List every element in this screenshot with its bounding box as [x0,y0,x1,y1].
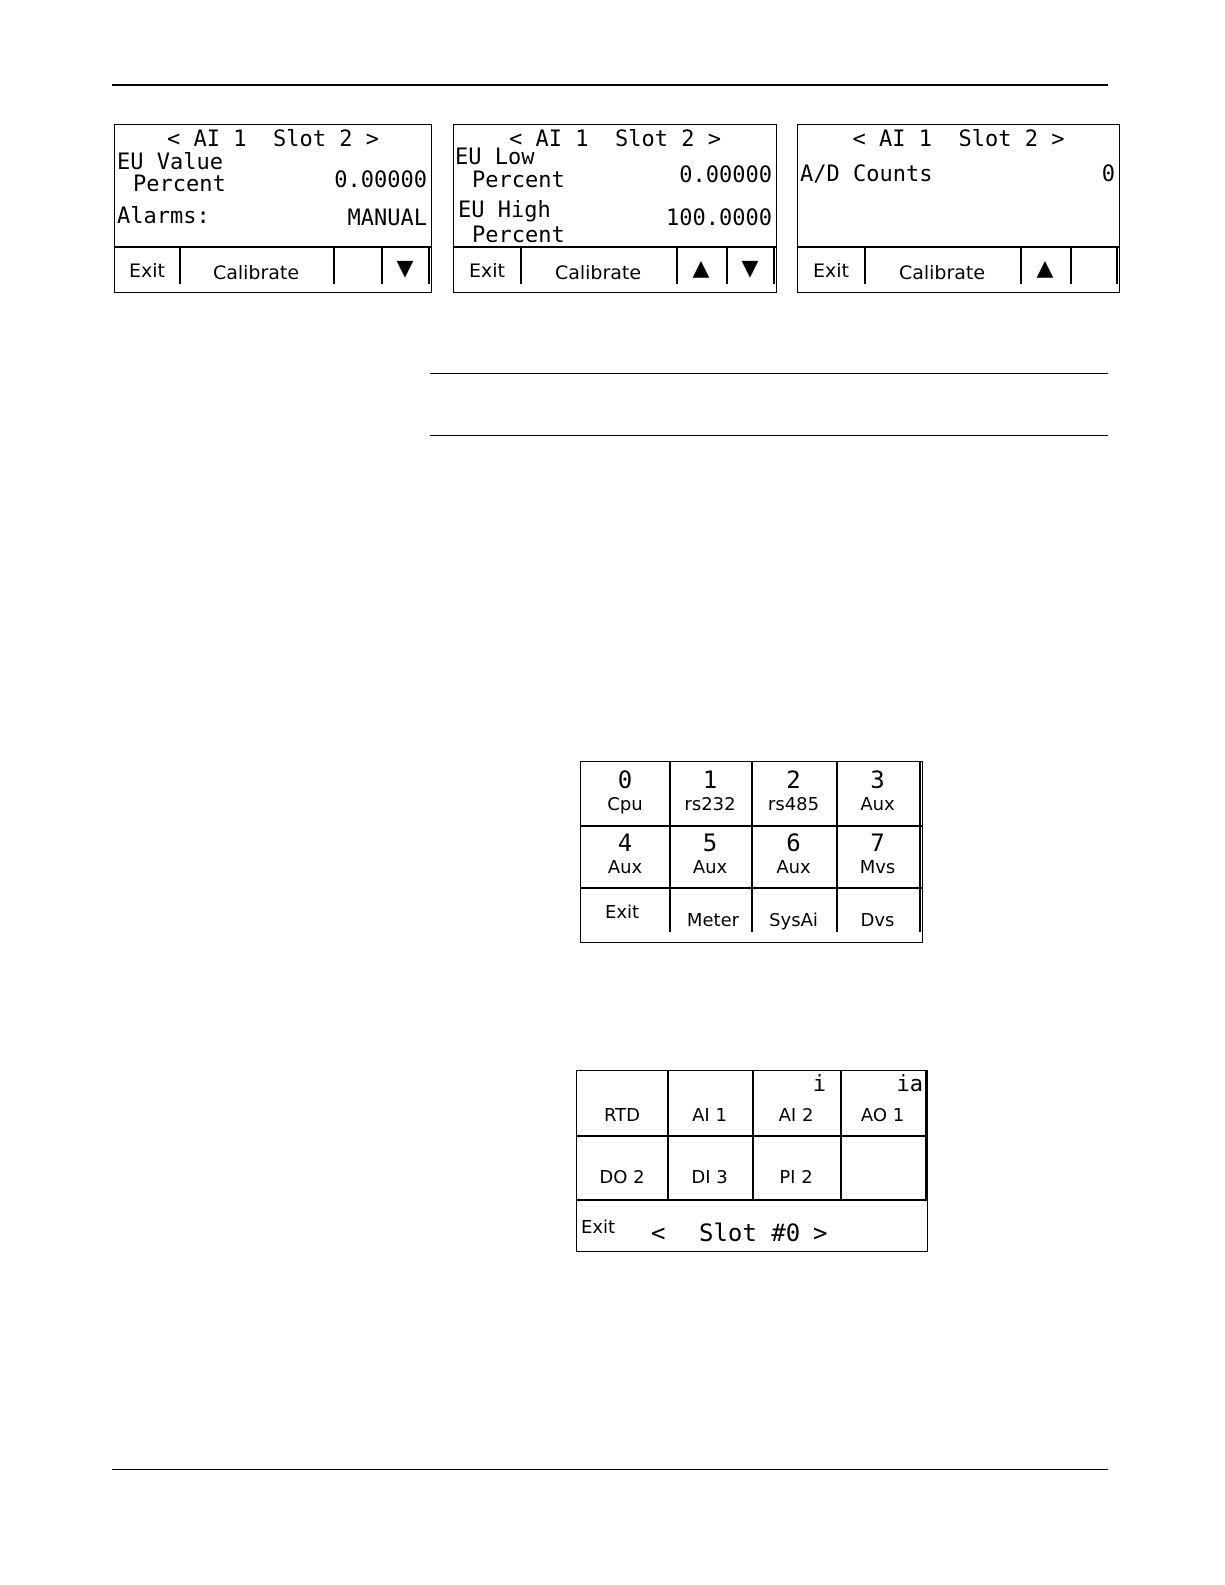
slot-cell-4[interactable]: 4 Aux [607,829,643,878]
percent-label: Percent [133,172,226,197]
exit-button[interactable]: Exit [604,902,640,923]
module-label: DI 3 [691,1167,728,1188]
eu-value-label: EU Value [117,150,223,175]
sysai-button[interactable]: SysAi [769,910,818,931]
slot-cell-2[interactable]: 2 rs485 [767,766,820,815]
io-cell-do2[interactable] [577,1135,667,1199]
module-tag: i [812,1072,826,1097]
slot-cell-3[interactable]: 3 Aux [860,766,895,815]
module-label: RTD [603,1105,641,1126]
eu-value-readout: 0.00000 [334,168,427,193]
module-label: AI 1 [692,1105,727,1126]
meter-button[interactable]: Meter [686,910,740,931]
io-cell-rtd[interactable] [577,1071,667,1135]
slot-cell-6[interactable]: 6 Aux [776,829,811,878]
blank-softkey[interactable] [333,258,381,282]
module-label: AI 2 [778,1105,814,1126]
blank-softkey[interactable] [1070,258,1116,282]
calibrate-button[interactable]: Calibrate [898,262,986,284]
eu-low-value: 0.00000 [679,163,772,188]
header-rule [112,84,1108,86]
io-cell-ai2[interactable] [752,1071,840,1135]
screen-title: < AI 1 Slot 2 > [509,127,721,152]
calibrate-button[interactable]: Calibrate [554,262,642,284]
io-cell-di3[interactable] [667,1135,752,1199]
module-tag: ia [896,1072,923,1097]
exit-button[interactable]: Exit [129,260,165,282]
slot-cell-1[interactable]: 1 rs232 [684,766,736,815]
ad-counts-value: 0 [1101,162,1115,187]
footer-rule [112,1469,1108,1470]
slot-menu-screen [580,761,923,943]
softkey-bar [454,246,776,294]
io-cell-pi2[interactable] [752,1135,840,1199]
screen-title: < AI 1 Slot 2 > [167,127,379,152]
exit-button[interactable]: Exit [813,260,849,282]
calibrate-button[interactable]: Calibrate [212,262,300,284]
softkey-bar [115,246,431,294]
eu-high-label: EU High [458,198,551,223]
io-cell-empty[interactable] [840,1135,925,1199]
slot-prev-button[interactable]: < [651,1219,666,1247]
up-arrow-icon[interactable]: ▲ [692,256,710,281]
down-arrow-icon[interactable]: ▼ [396,256,414,281]
eu-high-value: 100.0000 [666,206,772,231]
down-arrow-icon[interactable]: ▼ [741,256,759,281]
section-rule-top [430,373,1108,374]
percent-label: Percent [472,168,565,193]
slot-cell-7[interactable]: 7 Mvs [859,829,896,878]
exit-button[interactable]: Exit [581,1217,616,1238]
slot-cell-5[interactable]: 5 Aux [692,829,728,878]
module-label: DO 2 [599,1167,645,1188]
slot-next-button[interactable]: > [813,1219,828,1247]
module-label: AO 1 [860,1105,905,1126]
screen-title: < AI 1 Slot 2 > [852,127,1065,152]
softkey-bar [798,246,1119,294]
exit-button[interactable]: Exit [469,260,505,282]
ad-counts-label: A/D Counts [800,162,933,187]
io-cell-ao1[interactable] [840,1071,925,1135]
slot-cell-0[interactable]: 0 Cpu [607,766,643,815]
alarms-label: Alarms: [117,204,210,229]
dvs-button[interactable]: Dvs [860,910,895,931]
display-screen-ad-counts [797,124,1120,293]
module-label: PI 2 [779,1167,813,1188]
up-arrow-icon[interactable]: ▲ [1036,256,1054,281]
section-rule-bottom [430,435,1108,436]
display-screen-eu-range [453,124,777,293]
io-module-screen [576,1070,928,1252]
percent-label: Percent [472,223,565,248]
io-cell-ai1[interactable] [667,1071,752,1135]
alarms-value: MANUAL [347,206,427,231]
display-screen-eu-value [114,124,432,293]
eu-low-label: EU Low [455,145,535,170]
slot-label: Slot #0 [699,1219,801,1247]
